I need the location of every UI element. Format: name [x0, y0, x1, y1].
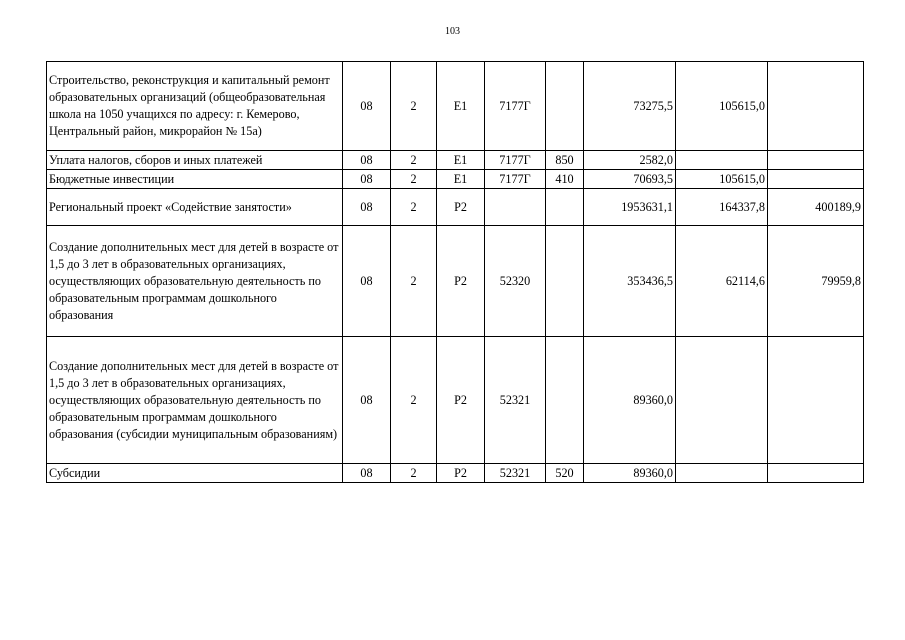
sum-1: 1953631,1 [584, 189, 676, 226]
program-code: P2 [437, 337, 485, 464]
subsection-code: 2 [391, 170, 437, 189]
row-name: Создание дополнительных мест для детей в возрасте от 1,5 до 3 лет в образовательных организациях, осуществляющих образовательную деятельность по образовательным программам дошкольного образования [47, 226, 343, 337]
expense-type-code [546, 62, 584, 151]
sum-1: 89360,0 [584, 464, 676, 483]
subsection-code: 2 [391, 464, 437, 483]
sum-2 [676, 464, 768, 483]
sum-1: 89360,0 [584, 337, 676, 464]
budget-table [46, 61, 864, 483]
program-code: E1 [437, 62, 485, 151]
table-row [47, 337, 864, 464]
subsection-code: 2 [391, 337, 437, 464]
expense-type-code: 410 [546, 170, 584, 189]
table-row [47, 464, 864, 483]
section-code: 08 [343, 151, 391, 170]
expense-type-code [546, 337, 584, 464]
sum-2: 62114,6 [676, 226, 768, 337]
row-name: Бюджетные инвестиции [47, 170, 343, 189]
direction-code: 7177Г [485, 151, 546, 170]
table-row [47, 226, 864, 337]
expense-type-code: 520 [546, 464, 584, 483]
section-code: 08 [343, 464, 391, 483]
direction-code [485, 189, 546, 226]
sum-3: 79959,8 [768, 226, 864, 337]
direction-code: 52320 [485, 226, 546, 337]
program-code: P2 [437, 226, 485, 337]
section-code: 08 [343, 170, 391, 189]
row-name: Строительство, реконструкция и капитальный ремонт образовательных организаций (общеобразовательная школа на 1050 учащихся по адресу: г. Кемерово, Центральный район, микрорайон № 15а) [47, 62, 343, 151]
subsection-code: 2 [391, 62, 437, 151]
program-code: E1 [437, 151, 485, 170]
sum-2: 164337,8 [676, 189, 768, 226]
expense-type-code [546, 189, 584, 226]
sum-3 [768, 337, 864, 464]
table-row [47, 62, 864, 151]
sum-2 [676, 151, 768, 170]
sum-3 [768, 464, 864, 483]
sum-1: 353436,5 [584, 226, 676, 337]
expense-type-code [546, 226, 584, 337]
section-code: 08 [343, 62, 391, 151]
direction-code: 52321 [485, 337, 546, 464]
direction-code: 52321 [485, 464, 546, 483]
sum-2: 105615,0 [676, 62, 768, 151]
table-row [47, 151, 864, 170]
sum-1: 73275,5 [584, 62, 676, 151]
section-code: 08 [343, 337, 391, 464]
subsection-code: 2 [391, 226, 437, 337]
sum-3 [768, 151, 864, 170]
direction-code: 7177Г [485, 170, 546, 189]
subsection-code: 2 [391, 189, 437, 226]
program-code: P2 [437, 189, 485, 226]
program-code: E1 [437, 170, 485, 189]
section-code: 08 [343, 189, 391, 226]
sum-1: 2582,0 [584, 151, 676, 170]
sum-2: 105615,0 [676, 170, 768, 189]
expense-type-code: 850 [546, 151, 584, 170]
subsection-code: 2 [391, 151, 437, 170]
table-row [47, 189, 864, 226]
sum-2 [676, 337, 768, 464]
section-code: 08 [343, 226, 391, 337]
row-name: Уплата налогов, сборов и иных платежей [47, 151, 343, 170]
sum-1: 70693,5 [584, 170, 676, 189]
sum-3 [768, 62, 864, 151]
sum-3: 400189,9 [768, 189, 864, 226]
page-number: 103 [445, 26, 460, 37]
row-name: Региональный проект «Содействие занятости» [47, 189, 343, 226]
direction-code: 7177Г [485, 62, 546, 151]
row-name: Создание дополнительных мест для детей в возрасте от 1,5 до 3 лет в образовательных организациях, осуществляющих образовательную деятельность по образовательным программам дошкольного образования (субсидии муниципальным образованиям) [47, 337, 343, 464]
table-row [47, 170, 864, 189]
program-code: P2 [437, 464, 485, 483]
row-name: Субсидии [47, 464, 343, 483]
sum-3 [768, 170, 864, 189]
